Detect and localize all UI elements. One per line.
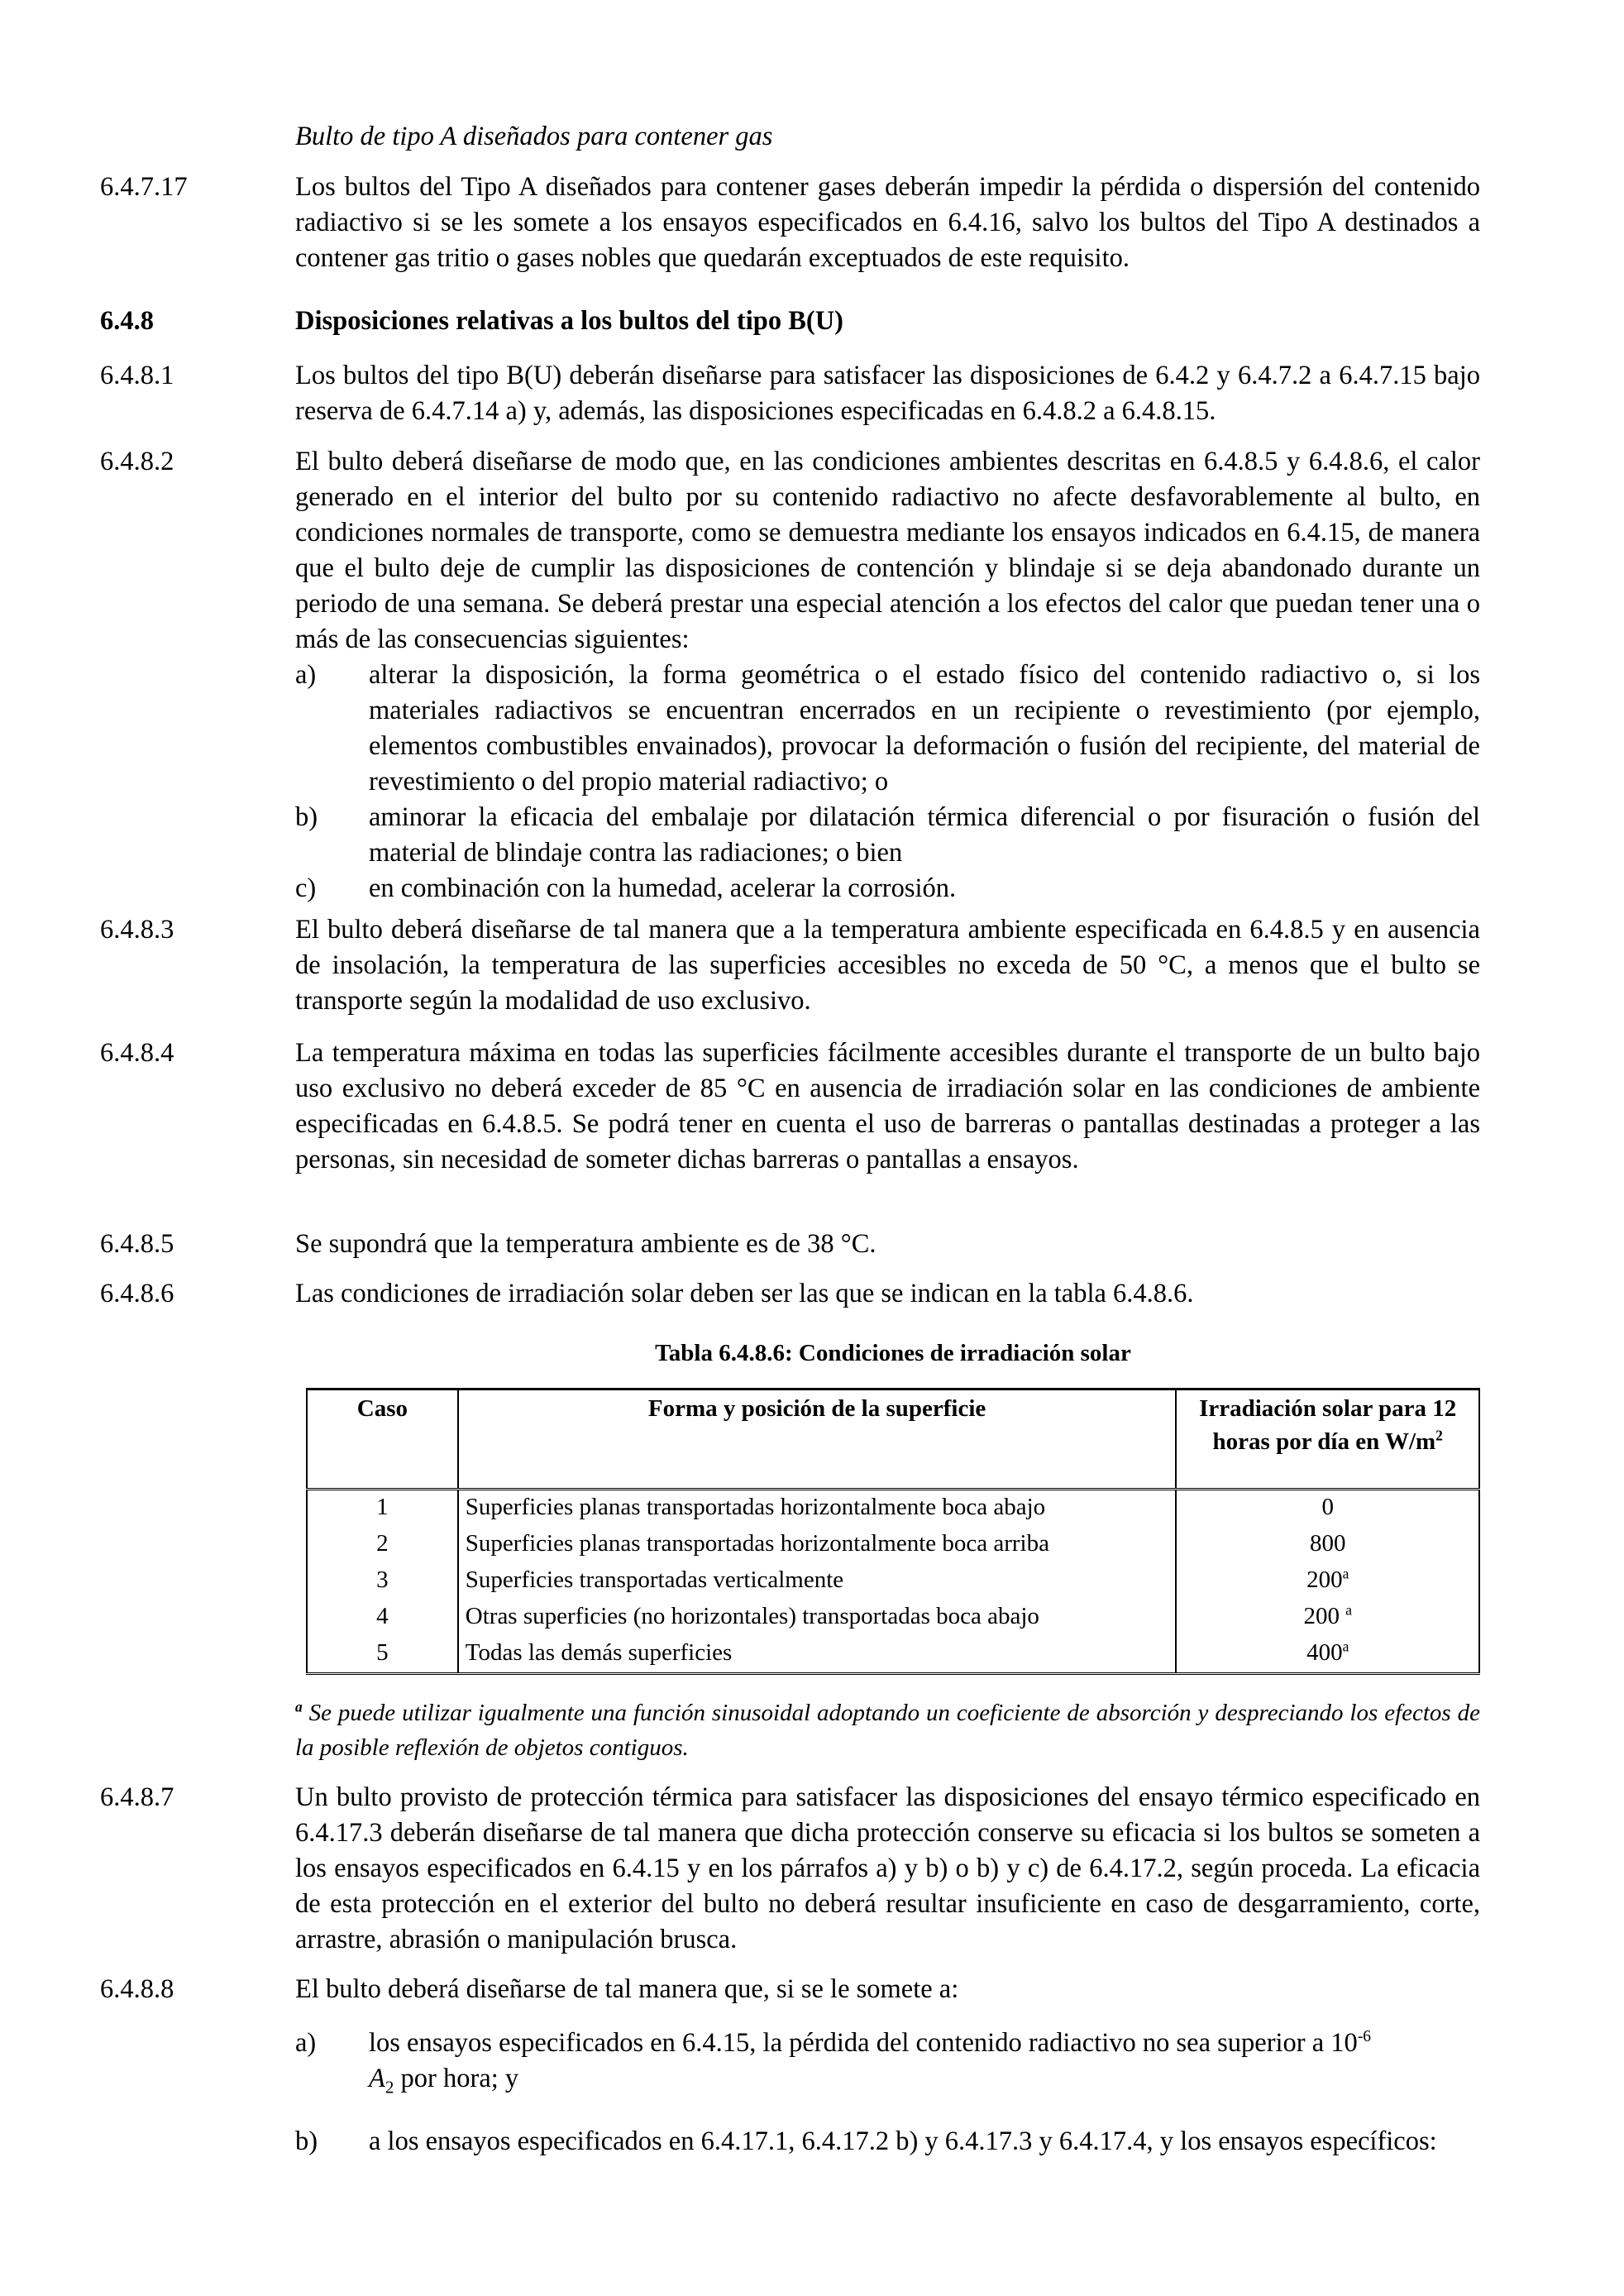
symbol-a: A	[369, 2064, 385, 2093]
list-item	[295, 658, 1480, 800]
paragraph-number: 6.4.8.1	[100, 361, 174, 390]
irradiation-value: 0	[1321, 1494, 1334, 1520]
intro-heading: Bulto de tipo A diseñados para contener gas	[295, 122, 773, 151]
irradiation-value: 800	[1309, 1530, 1346, 1557]
footnote-text: Se puede utilizar igualmente una función sinusoidal adoptando un coeficiente de absorción y despreciando los efectos de la posible reflexión de objetos contiguos.	[295, 1700, 1480, 1761]
paragraph-text: El bulto deberá diseñarse de tal manera que a la temperatura ambiente especificada en 6.4.8.5 y en ausencia de insolación, la temperatura de las superficies accesibles no exceda de 50 °C, a menos que el bulto se transporte según la modalidad de uso exclusivo.	[295, 915, 1480, 1016]
cell-irradiacion	[1176, 1563, 1479, 1600]
paragraph-text: El bulto deberá diseñarse de tal manera que, si se le somete a:	[295, 1974, 959, 2004]
table-header-row	[307, 1390, 1479, 1490]
paragraph-number: 6.4.8.8	[100, 1974, 174, 2004]
paragraph-number: 6.4.8.7	[100, 1782, 174, 1812]
cell-forma: Superficies planas transportadas horizontalmente boca arriba	[458, 1527, 1177, 1563]
cell-irradiacion	[1176, 1600, 1479, 1636]
irradiation-value: 200	[1303, 1603, 1346, 1629]
paragraph-number: 6.4.7.17	[100, 172, 188, 202]
table-row	[307, 1490, 1479, 1528]
table-row	[307, 1527, 1479, 1563]
paragraph-text: Un bulto provisto de protección térmica para satisfacer las disposiciones del ensayo térmico especificado en 6.4.17.3 deberán diseñarse de tal manera que dicha protección conserve su eficacia si los bultos se someten a los ensayos especificados en 6.4.15 y en los párrafos a) y b) o b) y c) de 6.4.17.2, según proceda. La eficacia de esta protección en el exterior del bulto no deberá resultar insuficiente en caso de desgarramiento, corte, arrastre, abrasión o manipulación brusca.	[295, 1782, 1480, 1954]
list-item	[295, 800, 1480, 871]
superscript: 2	[1435, 1427, 1443, 1444]
paragraph-6-4-7-17	[100, 170, 1480, 276]
paragraph-text: El bulto deberá diseñarse de modo que, en las condiciones ambientes descritas en 6.4.8.5 y 6.4.8.6, el calor generado en el interior del bulto por su contenido radiactivo no afecte desfavorablemente al bulto, en condiciones normales de transporte, como se demuestra mediante los ensayos indicados en 6.4.15, de manera que el bulto deje de cumplir las disposiciones de contención y blindaje si se deja abandonado durante un periodo de una semana. Se deberá prestar una especial atención a los efectos del calor que puedan tener una o más de las consecuencias siguientes:	[295, 447, 1480, 654]
table-row	[307, 1563, 1479, 1600]
paragraph-6-4-8-3	[100, 912, 1480, 1019]
list-label: a)	[295, 2028, 317, 2058]
paragraph-6-4-8-2	[100, 444, 1480, 906]
paragraph-text: Las condiciones de irradiación solar deben ser las que se indican en la tabla 6.4.8.6.	[295, 1279, 1194, 1308]
paragraph-6-4-8-4	[100, 1036, 1480, 1178]
irradiation-value: 400	[1306, 1639, 1343, 1666]
table-caption: Tabla 6.4.8.6: Condiciones de irradiación solar	[655, 1340, 1131, 1366]
header-forma: Forma y posición de la superficie	[458, 1390, 1177, 1490]
list-text-part: los ensayos especificados en 6.4.15, la pérdida del contenido radiactivo no sea superior a 10	[369, 2028, 1358, 2058]
footnote-ref: a	[1345, 1601, 1352, 1619]
list-label: a)	[295, 660, 317, 690]
section-heading-6-4-8	[100, 304, 1480, 339]
table-row	[307, 1600, 1479, 1636]
header-irradiacion	[1176, 1390, 1479, 1490]
footnote-mark: a	[295, 1698, 303, 1715]
irradiation-value: 200	[1306, 1567, 1343, 1593]
list-text: en combinación con la humedad, acelerar la corrosión.	[369, 873, 957, 903]
paragraph-6-4-8-8	[100, 1972, 1480, 2160]
list-item	[295, 2124, 1480, 2160]
paragraph-6-4-8-1	[100, 358, 1480, 429]
section-number: 6.4.8	[100, 306, 154, 336]
cell-forma: Todas las demás superficies	[458, 1636, 1177, 1674]
list-text	[369, 2026, 1480, 2106]
header-irradiacion-text: Irradiación solar para 12 horas por día en W/m	[1199, 1395, 1457, 1455]
list-text: a los ensayos especificados en 6.4.17.1, 6.4.17.2 b) y 6.4.17.3 y 6.4.17.4, y los ensayos específicos:	[369, 2126, 1437, 2156]
table-footnote	[295, 1696, 1480, 1765]
paragraph-6-4-8-7	[100, 1780, 1480, 1958]
cell-irradiacion	[1176, 1636, 1479, 1674]
table-row	[307, 1636, 1479, 1674]
header-caso: Caso	[307, 1390, 458, 1490]
list-text: alterar la disposición, la forma geométrica o el estado físico del contenido radiactivo o, si los materiales radiactivos se encuentran encerrados en un recipiente o revestimiento (por ejemplo, elementos combustibles envainados), provocar la deformación o fusión del recipiente, del material de revestimiento o del propio material radiactivo; o	[369, 660, 1480, 796]
cell-caso: 1	[307, 1490, 458, 1528]
list-text-part: por hora; y	[394, 2064, 519, 2093]
list-text: aminorar la eficacia del embalaje por dilatación térmica diferencial o por fisuración o fusión del material de blindaje contra las radiaciones; o bien	[369, 802, 1480, 868]
list-label: b)	[295, 802, 318, 832]
cell-caso: 3	[307, 1563, 458, 1600]
cell-irradiacion	[1176, 1527, 1479, 1563]
paragraph-text: Los bultos del Tipo A diseñados para contener gases deberán impedir la pérdida o dispersión del contenido radiactivo si se les somete a los ensayos especificados en 6.4.16, salvo los bultos del Tipo A destinados a contener gas tritio o gases nobles que quedarán exceptuados de este requisito.	[295, 172, 1480, 273]
cell-irradiacion	[1176, 1490, 1479, 1528]
list-label: b)	[295, 2126, 318, 2156]
cell-caso: 2	[307, 1527, 458, 1563]
paragraph-number: 6.4.8.4	[100, 1038, 174, 1068]
paragraph-text: Los bultos del tipo B(U) deberán diseñarse para satisfacer las disposiciones de 6.4.2 y 6.4.7.2 a 6.4.7.15 bajo reserva de 6.4.7.14 a) y, además, las disposiciones especificadas en 6.4.8.2 a 6.4.8.15.	[295, 361, 1480, 426]
footnote-ref: a	[1342, 1565, 1349, 1582]
cell-forma: Superficies planas transportadas horizontalmente boca abajo	[458, 1490, 1177, 1528]
list-label: c)	[295, 873, 317, 903]
cell-caso: 4	[307, 1600, 458, 1636]
paragraph-6-4-8-6	[100, 1276, 1480, 1312]
paragraph-text: Se supondrá que la temperatura ambiente es de 38 °C.	[295, 1229, 876, 1259]
section-title: Disposiciones relativas a los bultos del tipo B(U)	[295, 306, 843, 336]
paragraph-number: 6.4.8.6	[100, 1279, 174, 1308]
cell-caso: 5	[307, 1636, 458, 1674]
list-item	[295, 871, 1480, 906]
paragraph-text: La temperatura máxima en todas las superficies fácilmente accesibles durante el transporte de un bulto bajo uso exclusivo no deberá exceder de 85 °C en ausencia de irradiación solar en las condiciones de ambiente especificadas en 6.4.8.5. Se podrá tener en cuenta el uso de barreras o pantallas destinadas a proteger a las personas, sin necesidad de someter dichas barreras o pantallas a ensayos.	[295, 1038, 1480, 1174]
paragraph-number: 6.4.8.3	[100, 915, 174, 945]
footnote-ref: a	[1342, 1638, 1349, 1655]
paragraph-number: 6.4.8.2	[100, 447, 174, 476]
cell-forma: Superficies transportadas verticalmente	[458, 1563, 1177, 1600]
exponent: -6	[1357, 2028, 1372, 2046]
list-item	[295, 2026, 1480, 2106]
cell-forma: Otras superficies (no horizontales) transportadas boca abajo	[458, 1600, 1177, 1636]
paragraph-6-4-8-5	[100, 1227, 1480, 1262]
solar-irradiation-table	[306, 1388, 1480, 1675]
subscript: 2	[385, 2077, 394, 2097]
paragraph-number: 6.4.8.5	[100, 1229, 174, 1259]
